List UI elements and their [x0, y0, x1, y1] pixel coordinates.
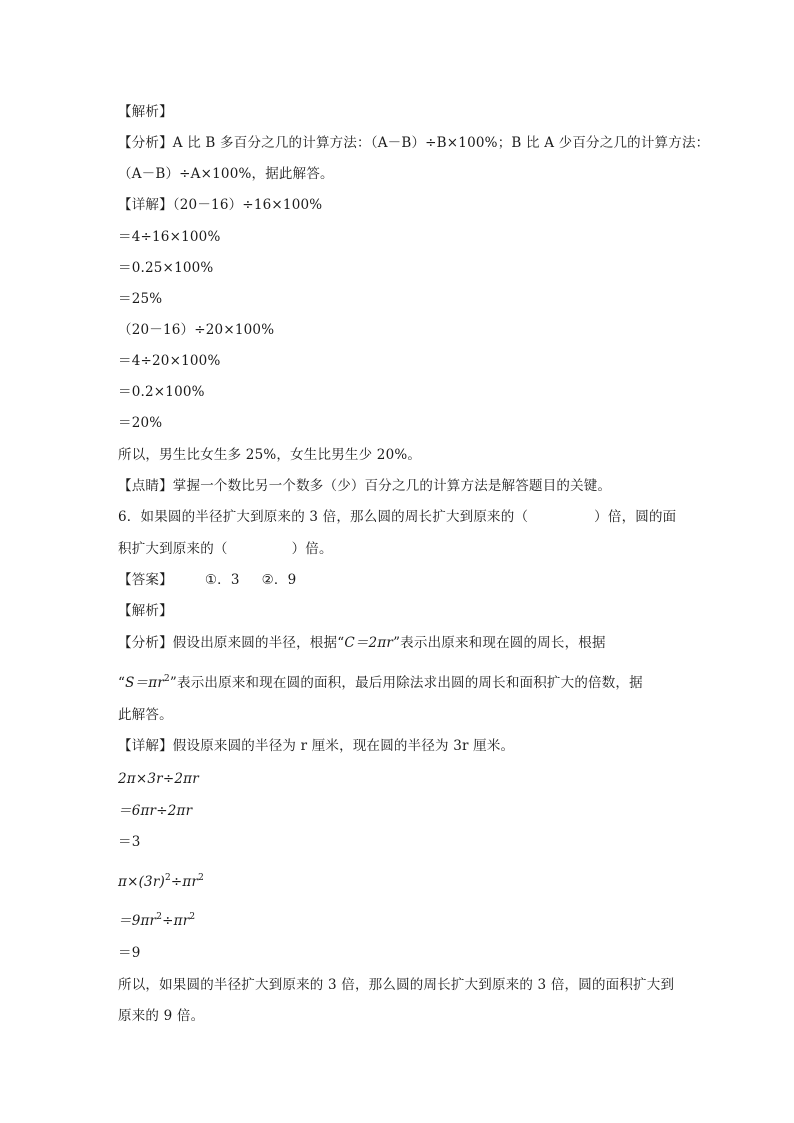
- solution-step: [118, 869, 204, 891]
- solution-step: ＝25%: [118, 291, 163, 307]
- analysis-text: [118, 634, 606, 652]
- solution-step: （20－16）÷20×100%: [118, 322, 275, 338]
- answer-label: 【答案】: [118, 572, 173, 588]
- question-6-cont: [118, 540, 333, 558]
- analysis-text-part: ”表示出原来和现在圆的周长，根据: [393, 635, 606, 651]
- exponent: 2: [156, 912, 163, 922]
- exponent: 2: [164, 873, 171, 883]
- question-text: ）倍。: [291, 541, 333, 557]
- solution-step: ＝0.2×100%: [118, 384, 205, 400]
- solution-step: [118, 908, 195, 930]
- exponent: 2: [189, 912, 196, 922]
- analysis-text-cont: （A－B）÷A×100%，据此解答。: [118, 166, 334, 182]
- analysis-text-part: 【分析】假设出原来圆的半径，根据“: [118, 635, 345, 651]
- area-formula: S＝πr: [125, 675, 164, 691]
- answer-line: [118, 571, 296, 589]
- question-6: [118, 508, 676, 526]
- solution-step: ＝3: [118, 834, 141, 850]
- circumference-formula: C＝2πr: [344, 635, 394, 651]
- question-text: 积扩大到原来的（: [118, 541, 228, 557]
- question-text: ）倍，圆的面: [594, 509, 677, 525]
- solution-step: ＝20%: [118, 415, 163, 431]
- equation: ＝6πr÷2πr: [118, 803, 193, 819]
- analysis-text-part: “: [118, 675, 126, 691]
- solution-step: ＝4÷20×100%: [118, 353, 221, 369]
- equation: ÷πr: [162, 913, 190, 929]
- solution-step: ＝4÷16×100%: [118, 229, 221, 245]
- analysis-text-part: ”表示出原来和现在圆的面积，最后用除法求出圆的周长和面积扩大的倍数，据: [169, 675, 643, 691]
- analysis-text-cont: 此解答。: [118, 707, 173, 723]
- solution-step: 【详解】（20－16）÷16×100%: [118, 197, 323, 213]
- solution-step: ＝9: [118, 945, 141, 961]
- solution-step: [118, 802, 192, 820]
- exponent: 2: [163, 674, 170, 684]
- equation: π×: [118, 874, 139, 890]
- answer-1: ①．3: [204, 572, 240, 588]
- solution-step: ＝0.25×100%: [118, 260, 214, 276]
- equation: (3r): [138, 874, 165, 890]
- exponent: 2: [198, 873, 205, 883]
- answer-2: ②．9: [261, 572, 297, 588]
- conclusion-text: 所以，男生比女生多 25%，女生比男生少 20%。: [118, 447, 422, 463]
- analysis-text-cont: [118, 670, 643, 692]
- analysis-text: 【分析】A 比 B 多百分之几的计算方法：（A－B）÷B×100%；B 比 A 少百分之几的计算方法：: [118, 135, 710, 151]
- conclusion-text-cont: 原来的 9 倍。: [118, 1008, 205, 1024]
- equation: 2π×3r÷2πr: [118, 771, 199, 787]
- section-heading-analysis: 【解析】: [118, 603, 173, 619]
- solution-step: [118, 770, 199, 788]
- conclusion-text: 所以，如果圆的半径扩大到原来的 3 倍，那么圆的周长扩大到原来的 3 倍，圆的面积扩大到: [118, 977, 675, 993]
- equation: ＝9πr: [118, 913, 157, 929]
- question-text: 6．如果圆的半径扩大到原来的 3 倍，那么圆的周长扩大到原来的（: [118, 509, 529, 525]
- key-point-text: 【点睛】掌握一个数比另一个数多（少）百分之几的计算方法是解答题目的关键。: [118, 478, 612, 494]
- section-heading-analysis: 【解析】: [118, 104, 173, 120]
- solution-intro: 【详解】假设原来圆的半径为 r 厘米，现在圆的半径为 3r 厘米。: [118, 738, 515, 754]
- equation: ÷πr: [170, 874, 199, 890]
